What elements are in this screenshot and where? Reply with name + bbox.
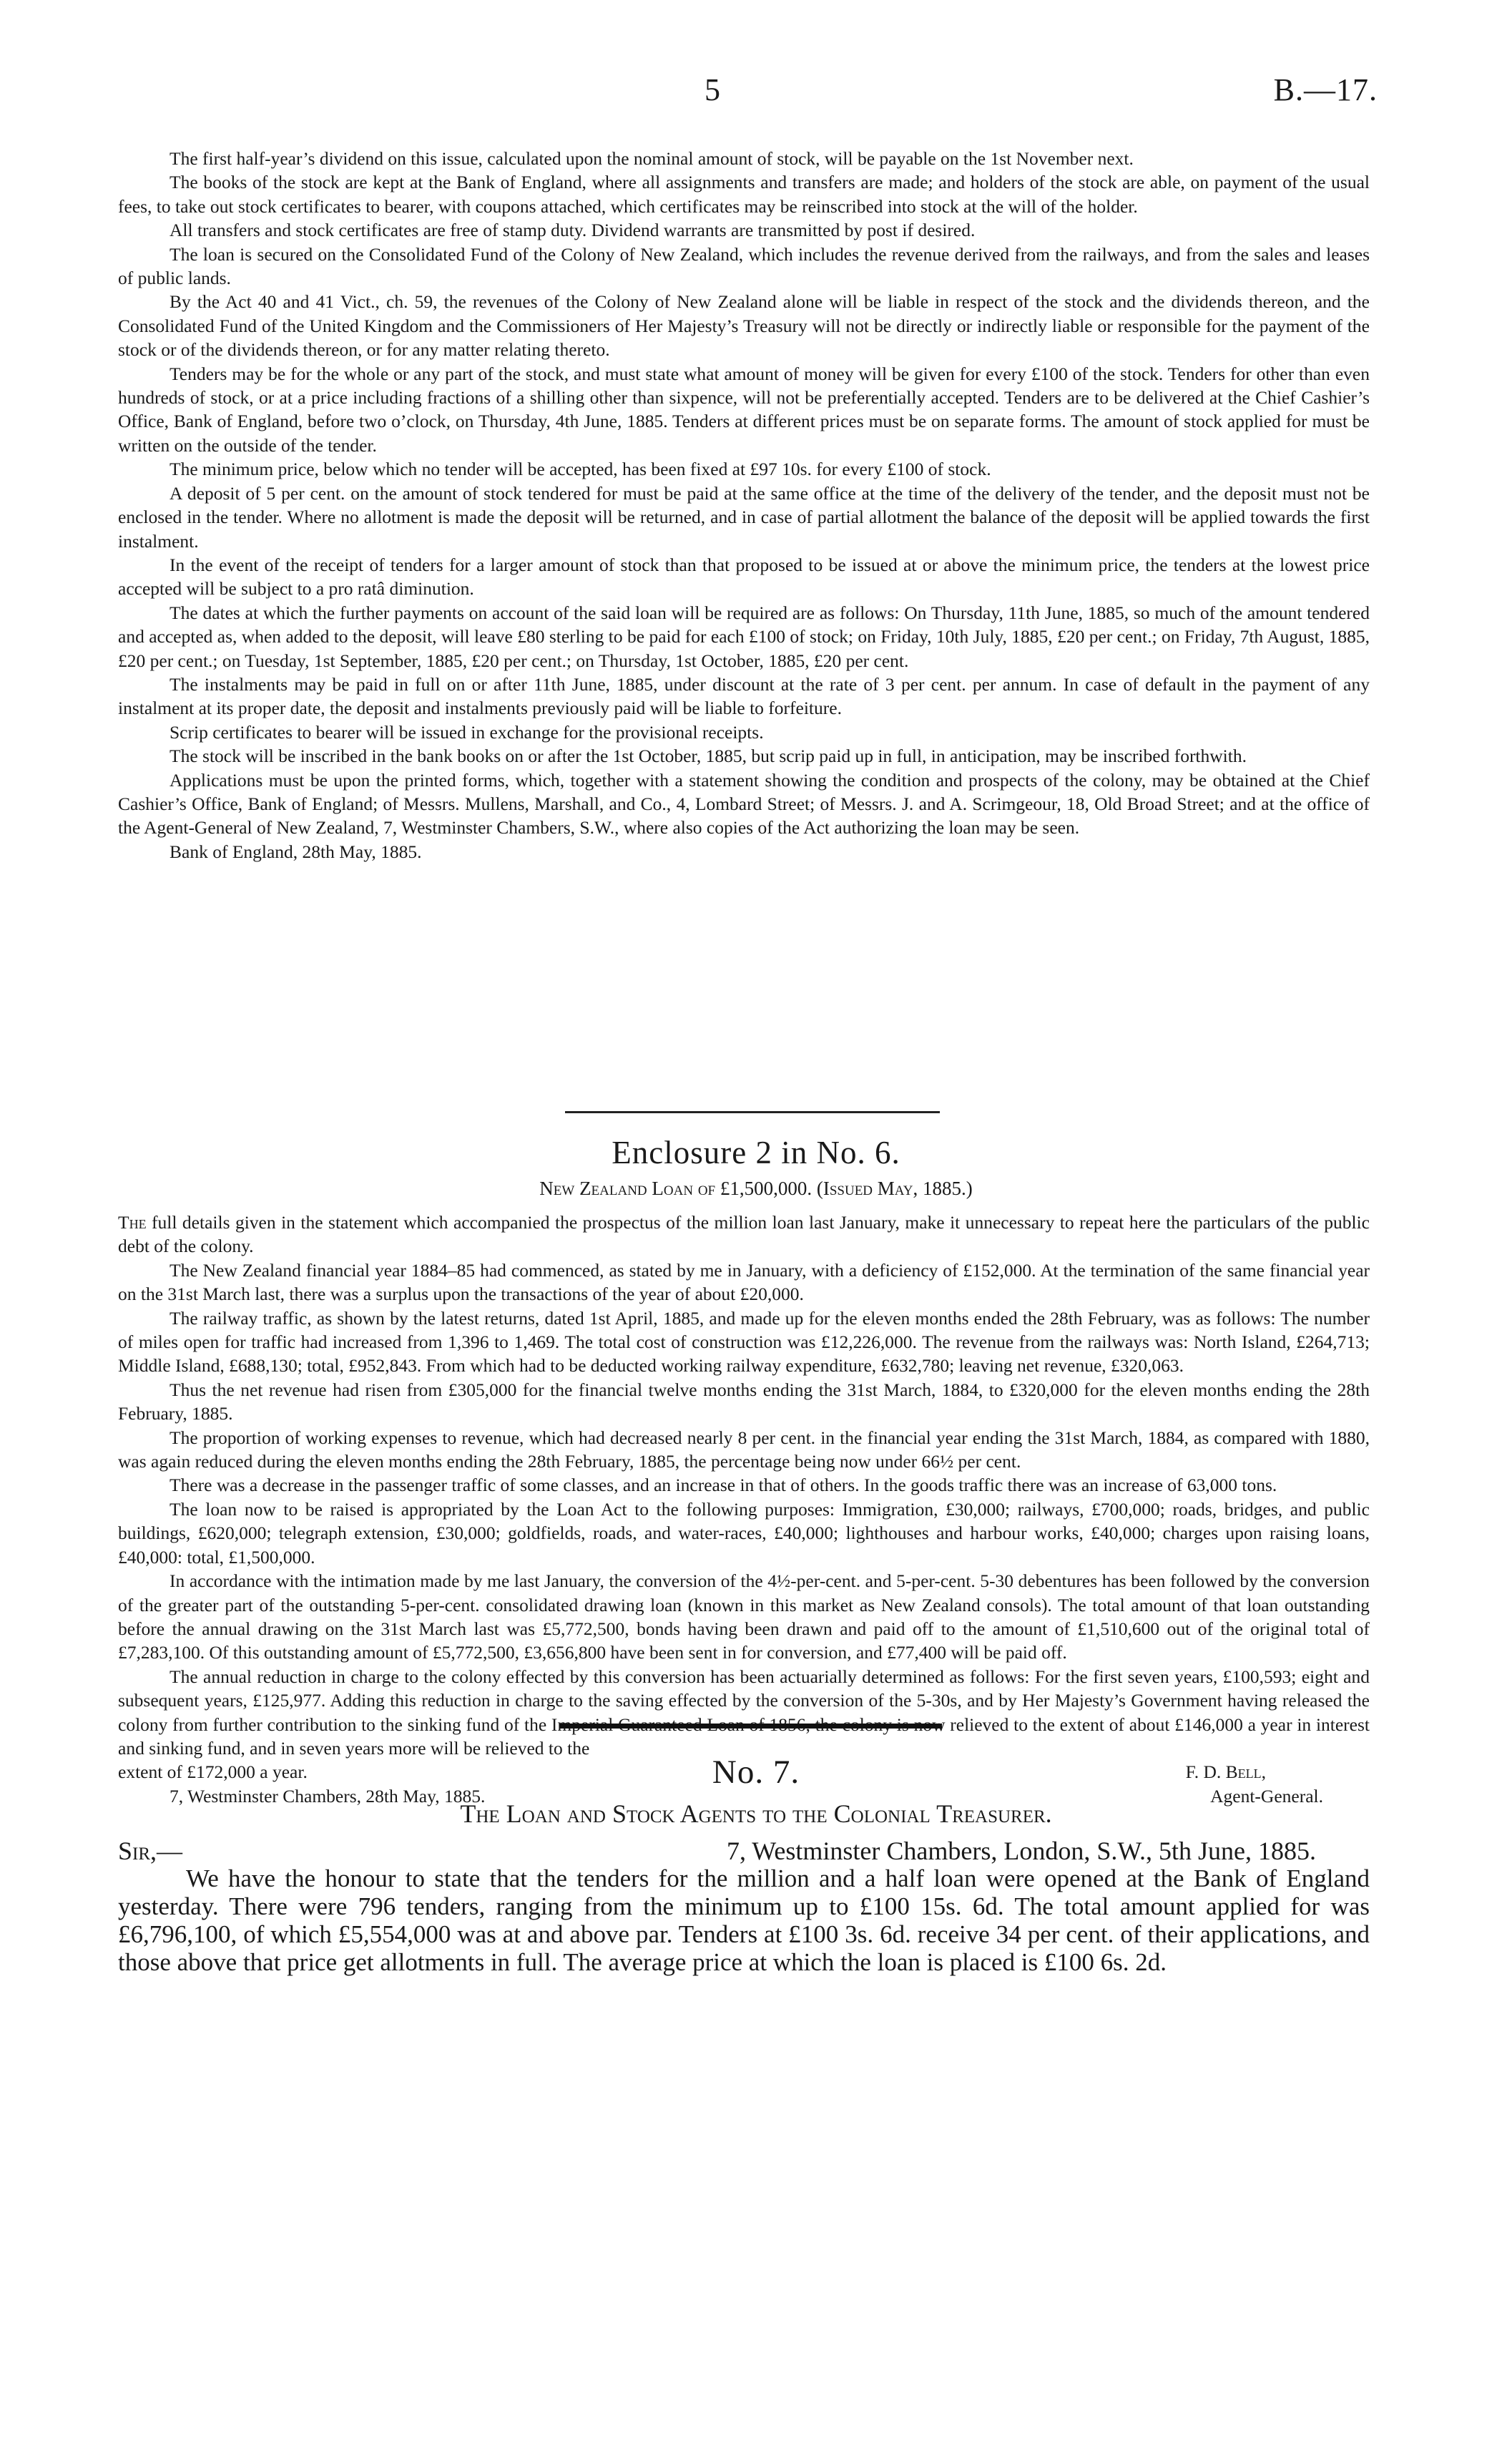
enclosure-paragraph: The loan now to be raised is appropriated by the Loan Act to the following purposes: Immigration, £30,000; railways, £700,000; roads, bridges, and public buildings, £620,000; telegraph extension, £30,000; goldfields, roads, and water-races, £40,000; lighthouses and harbour works, £40,000; charges upon raising loans, £40,000: total, £1,500,000. [118,1498,1370,1568]
enclosure-opening-paragraph [118,1211,1370,1258]
letter-paragraph: We have the honour to state that the tenders for the million and a half loan were opened at the Bank of England yesterday. There were 796 tenders, ranging from the minimum up to £100 15s. 6d. The total amount applied for was £6,796,100, of which £5,554,000 was at and above par. Tenders at £100 3s. 6d. receive 34 per cent. of their applications, and those above that price get allotments in full. The average price at which the loan is placed is £100 6s. 2d. [118,1864,1370,1976]
page-header [0,72,1512,122]
section-divider [565,1111,940,1113]
thick-section-divider [559,1724,942,1729]
notice-paragraph: The loan is secured on the Consolidated Fund of the Colony of New Zealand, which includes the revenue derived from the railways, and from the sales and leases of public lands. [118,243,1370,289]
enclosure-paragraph: Thus the net revenue had risen from £305,000 for the financial twelve months ending the 31st March, 1884, to £320,000 for the eleven months ending the 28th February, 1885. [118,1379,1370,1424]
enclosure-title: Enclosure 2 in No. 6. [612,1135,900,1170]
enclosure-subtitle: New Zealand Loan of £1,500,000. (Issued May, 1885.) [539,1178,973,1199]
place-date: 7, Westminster Chambers, 28th May, 1885. [170,1785,486,1807]
notice-paragraph: The minimum price, below which no tender will be accepted, has been fixed at £97 10s. for every £100 of stock. [170,459,991,480]
last-line: extent of £172,000 a year. [118,1761,308,1783]
enclosure-paragraph: The New Zealand financial year 1884–85 had commenced, as stated by me in January, with a deficiency of £152,000. At the termination of the same financial year on the 31st March last, there was a surplus upon the transactions of the year of about £20,000. [118,1259,1370,1305]
loan-notice [118,147,1370,864]
notice-paragraph: Tenders may be for the whole or any part of the stock, and must state what amount of money will be given for every £100 of the stock. Tenders for other than even hundreds of stock, or at a price including fractions of a shilling other than sixpence, will not be preferentially accepted. Tenders are to be delivered at the Chief Cashier’s Office, Bank of England, before two o’clock, on Thursday, 4th June, 1885. Tenders at different prices must be on separate forms. The amount of stock applied for must be written on the outside of the tender. [118,363,1370,456]
letter-subtitle: The Loan and Stock Agents to the Colonial Treasurer. [460,1799,1052,1828]
notice-paragraph: The stock will be inscribed in the bank books on or after the 1st October, 1885, but scrip paid up in full, in anticipation, may be inscribed forthwith. [170,745,1247,767]
enclosure-paragraph: The annual reduction in charge to the colony effected by this conversion has been actuarially determined as follows: For the first seven years, £100,593; eight and subsequent years, £125,977. Adding this reduction in charge to the saving effected by the conversion of the 5-30s, and by Her Majesty’s Government having released the colony from further contribution to the sinking fund of the Imperial Guaranteed Loan of 1856, the colony is now relieved to the extent of about £146,000 a year in interest and sinking fund, and in seven years more will be relieved to the [118,1666,1370,1759]
salutation: Sir,— [118,1837,183,1865]
enclosure-paragraph: There was a decrease in the passenger traffic of some classes, and an increase in that of others. In the goods traffic there was an increase of 63,000 tons. [170,1475,1277,1496]
notice-paragraph: Applications must be upon the printed forms, which, together with a statement showing the condition and prospects of the colony, may be obtained at the Chief Cashier’s Office, Bank of England; of Messrs. Mullens, Marshall, and Co., 4, Lombard Street; of Messrs. J. and A. Scrimgeour, 18, Old Broad Street; and at the office of the Agent-General of New Zealand, 7, Westminster Chambers, S.W., where also copies of the Act authorizing the loan may be seen. [118,769,1370,839]
letter-title: No. 7. [712,1754,800,1791]
notice-paragraph: In the event of the receipt of tenders for a larger amount of stock than that proposed to be issued at or above the minimum price, the tenders at the lowest price accepted will be subject to a pro ratâ diminution. [118,554,1370,600]
letter-salutation-line [118,1836,1370,1864]
notice-paragraph: Scrip certificates to bearer will be issued in exchange for the provisional receipts. [170,721,764,743]
notice-paragraph: All transfers and stock certificates are free of stamp duty. Dividend warrants are transmitted by post if desired. [170,220,976,241]
notice-paragraph: The first half-year’s dividend on this issue, calculated upon the nominal amount of stock, will be payable on the 1st November next. [170,148,1134,169]
notice-paragraph: By the Act 40 and 41 Vict., ch. 59, the revenues of the Colony of New Zealand alone will be liable in respect of the stock and the dividends thereon, and the Consolidated Fund of the United Kingdom and the Commissioners of Her Majesty’s Treasury will not be directly or indirectly liable or responsible for the payment of the stock or of the dividends thereon, or for any matter relating thereto. [118,291,1370,361]
page-number: 5 [705,72,720,107]
notice-paragraph: The instalments may be paid in full on or after 11th June, 1885, under discount at the rate of 3 per cent. per annum. In case of default in the payment of any instalment at its proper date, the deposit and instalments previously paid will be liable to forfeiture. [118,673,1370,719]
letter-address: 7, Westminster Chambers, London, S.W., 5th June, 1885. [726,1837,1316,1865]
signer-name: F. D. Bell, [1185,1761,1266,1783]
notice-dateline: Bank of England, 28th May, 1885. [170,841,422,862]
enclosure-body [118,1211,1370,1808]
notice-paragraph: A deposit of 5 per cent. on the amount of stock tendered for must be paid at the same office at the time of the delivery of the tender, and the deposit must not be enclosed in the tender. Where no allotment is made the deposit will be returned, and in case of partial allotment the balance of the deposit will be applied towards the first instalment. [118,482,1370,552]
enclosure-paragraph: In accordance with the intimation made by me last January, the conversion of the 4½-per-cent. and 5-per-cent. 5-30 debentures has been followed by the conversion of the greater part of the outstanding 5-per-cent. consolidated drawing loan (known in this market as New Zealand consols). The total amount of that loan outstanding before the annual drawing on the 31st March last was £5,772,500, bonds having been drawn and paid off to the amount of £1,510,600 out of the original total of £7,283,100. Of this outstanding amount of £5,772,500, £3,656,800 have been sent in for conversion, and £77,400 will be paid off. [118,1570,1370,1663]
document-reference: B.—17. [1273,72,1378,107]
opening-word: The [118,1212,147,1233]
enclosure-paragraph: The proportion of working expenses to revenue, which had decreased nearly 8 per cent. in the financial year ending the 31st March, 1884, as compared with 1880, was again reduced during the eleven months ending the 28th February, 1885, the percentage being now under 66½ per cent. [118,1427,1370,1472]
notice-paragraph: The dates at which the further payments on account of the said loan will be required are as follows: On Thursday, 11th June, 1885, so much of the amount tendered and accepted as, when added to the deposit, will leave £80 sterling to be paid for each £100 of stock; on Friday, 10th July, 1885, £20 per cent.; on Friday, 7th August, 1885, £20 per cent.; on Tuesday, 1st September, 1885, £20 per cent.; on Thursday, 1st October, 1885, £20 per cent. [118,602,1370,671]
letter-body [118,1864,1370,1976]
enclosure-paragraph: The railway traffic, as shown by the latest returns, dated 1st April, 1885, and made up for the eleven months ended the 28th February, was as follows: The number of miles open for traffic had increased from 1,396 to 1,469. The total cost of construction was £12,226,000. The revenue from the railways was: North Island, £264,713; Middle Island, £688,130; total, £952,843. From which had to be deducted working railway expenditure, £632,780; leaving net revenue, £320,063. [118,1307,1370,1377]
notice-paragraph: The books of the stock are kept at the Bank of England, where all assignments and transfers are made; and holders of the stock are able, on payment of the usual fees, to take out stock certificates to bearer, with coupons attached, which certificates may be reinscribed into stock at the will of the holder. [118,172,1370,217]
opening-text: full details given in the statement which accompanied the prospectus of the million loan last January, make it unnecessary to repeat here the particulars of the public debt of the colony. [118,1212,1370,1257]
signer-title: Agent-General. [1210,1785,1323,1807]
